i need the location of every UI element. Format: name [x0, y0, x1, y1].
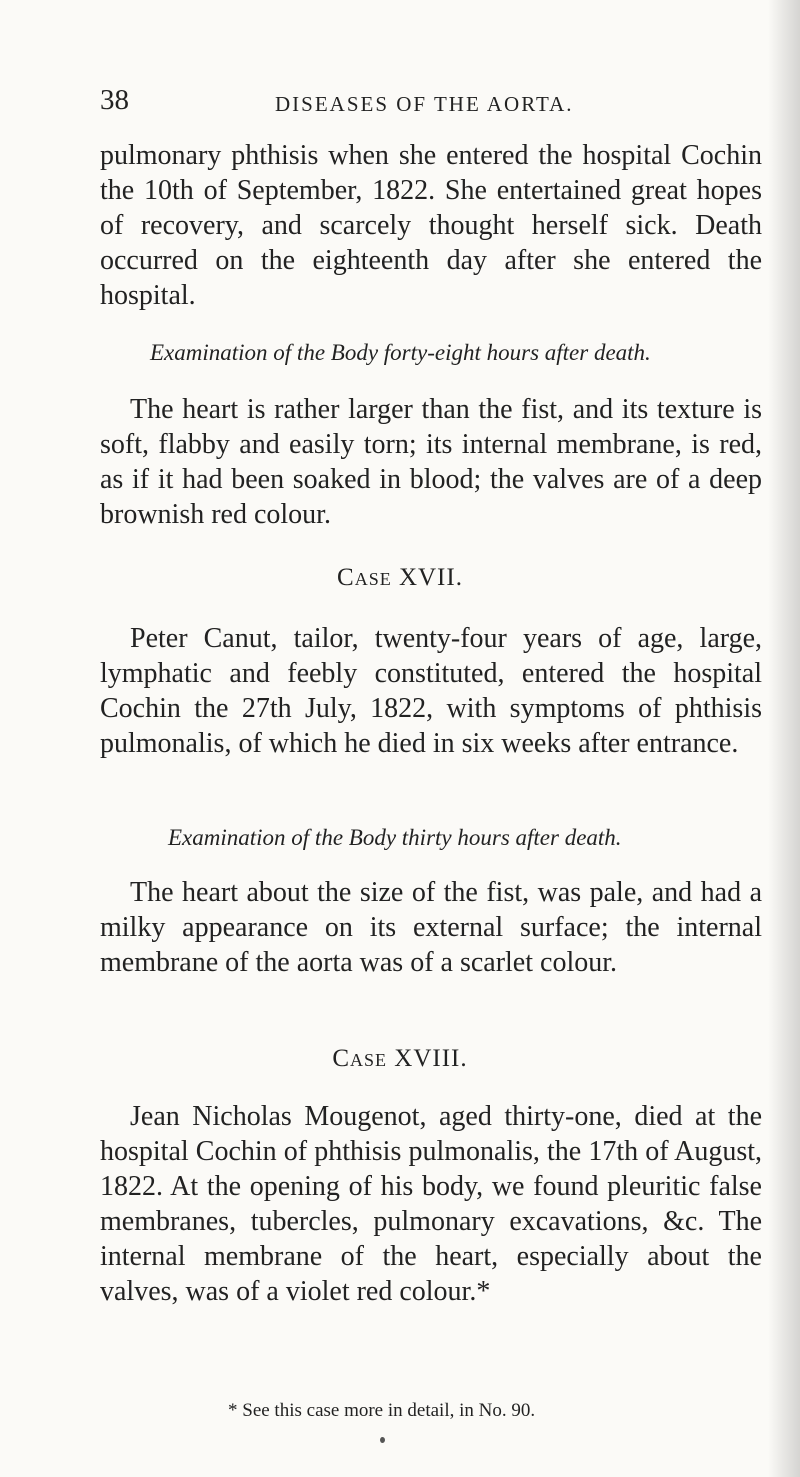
paragraph-2-text: The heart is rather larger than the fist, and its texture is soft, flabby and easily torn; its internal membrane, is red, as if it had been soaked in blood; the valves are of a deep brownish red colour. [100, 394, 762, 530]
paragraph-3-text: Peter Canut, tailor, twenty-four years of age, large, lymphatic and feebly constituted, entered the hospital Cochin the 27th July, 1822, with symptoms of phthisis pulmonalis, of which he died in six weeks after entrance. [100, 623, 762, 759]
paragraph-3 [100, 621, 762, 761]
examination-heading-2: Examination of the Body thirty hours after death. [168, 825, 622, 850]
running-title: DISEASES OF THE AORTA. [275, 92, 574, 116]
page-number: 38 [100, 84, 129, 116]
paragraph-5 [100, 1099, 762, 1309]
paragraph-1: pulmonary phthisis when she entered the hospital Cochin the 10th of September, 1822. She entertained great hopes of recovery, and scarcely thought herself sick. Death occurred on the eighteenth day after she entered the hospital. [100, 140, 762, 311]
footnote: * See this case more in detail, in No. 90. [228, 1400, 536, 1421]
paragraph-4 [100, 875, 762, 980]
paragraph-2 [100, 392, 762, 532]
paragraph-4-text: The heart about the size of the fist, was pale, and had a milky appearance on its external surface; the internal membrane of the aorta was of a scarlet colour. [100, 877, 762, 978]
case-heading-xvii: Case XVII. [337, 564, 463, 591]
examination-heading-1: Examination of the Body forty-eight hours after death. [150, 340, 651, 365]
running-head [100, 84, 760, 124]
paragraph-5-text: Jean Nicholas Mougenot, aged thirty-one, died at the hospital Cochin of phthisis pulmonalis, the 17th of August, 1822. At the opening of his body, we found pleuritic false membranes, tubercles, pulmonary excavations, &c. The internal membrane of the heart, especially about the valves, was of a violet red colour.* [100, 1101, 762, 1307]
ink-speck [380, 1437, 385, 1443]
case-heading-xviii: Case XVIII. [332, 1045, 468, 1072]
